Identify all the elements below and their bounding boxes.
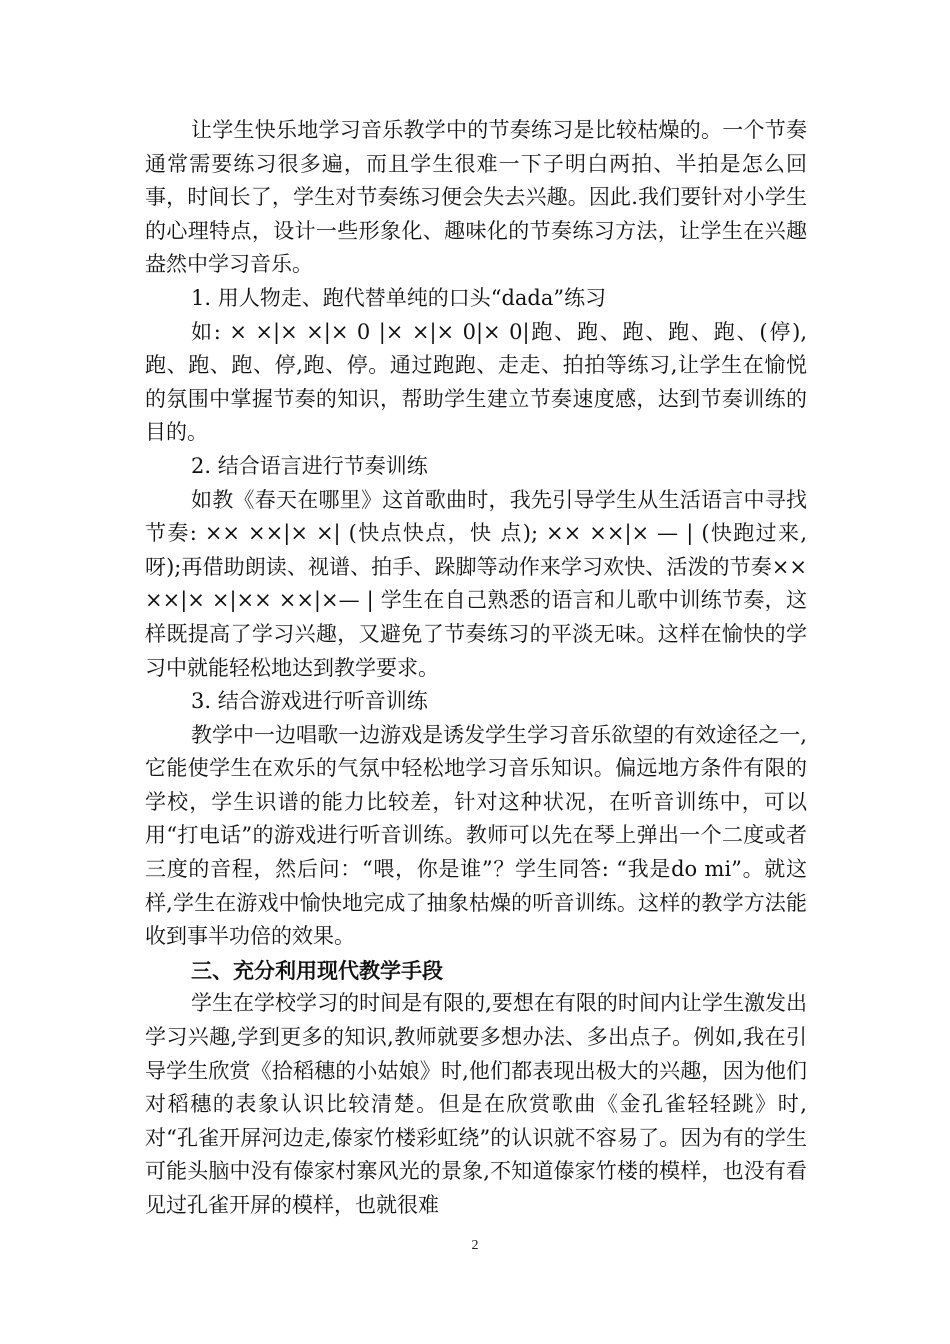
- heading-item-2: 2. 结合语言进行节奏训练: [191, 453, 428, 478]
- body-text: [145, 114, 807, 1223]
- heading-item-3: 3. 结合游戏进行听音训练: [191, 689, 428, 714]
- paragraph-intro: 让学生快乐地学习音乐教学中的节奏练习是比较枯燥的。一个节奏通常需要练习很多遍，而且学生很难一下子明白两拍、半拍是怎么回事，时间长了，学生对节奏练习便会失去兴趣。因此.我们要针对小学生的心理特点，设计一些形象化、趣味化的节奏练习方法，让学生在兴趣盎然中学习音乐。: [145, 118, 807, 277]
- paragraph-rhythm-example: 如: × ×|× ×|× 0 |× ×|× 0|× 0|跑、跑、跑、跑、跑、(停),跑、跑、跑、停,跑、停。通过跑跑、走走、拍拍等练习,让学生在愉悦的氛围中掌握节奏的知识，帮助学生建立节奏速度感，达到节奏训练的目的。: [145, 319, 807, 445]
- section-heading: 三、充分利用现代教学手段: [191, 957, 443, 983]
- page-number: 2: [471, 1238, 479, 1253]
- paragraph-modern-teaching: 学生在学校学习的时间是有限的,要想在有限的时间内让学生激发出学习兴趣,学到更多的知识,教师就要多想办法、多出点子。例如,我在引导学生欣赏《拾稻穗的小姑娘》时,他们都表现出极大的兴趣，因为他们对稻穗的表象认识比较清楚。但是在欣赏歌曲《金孔雀轻轻跳》时,对“孔雀开屏河边走,傣家竹楼彩虹绕”的认识就不容易了。因为有的学生可能头脑中没有傣家村寨风光的景象,不知道傣家竹楼的模样，也没有看见过孔雀开屏的模样，也就很难: [145, 991, 807, 1217]
- heading-item-1: 1. 用人物走、跑代替单纯的口头“dada”练习: [191, 285, 607, 310]
- paragraph-game-training: 教学中一边唱歌一边游戏是诱发学生学习音乐欲望的有效途径之一,它能使学生在欢乐的气氛中轻松地学习音乐知识。偏远地方条件有限的学校，学生识谱的能力比较差，针对这种状况，在听音训练中，可以用“打电话”的游戏进行听音训练。教师可以先在琴上弹出一个二度或者三度的音程，然后问：“喂，你是谁”？学生同答: “我是do mi”。就这样,学生在游戏中愉快地完成了抽象枯燥的听音训练。这样的教学方法能收到事半功倍的效果。: [145, 722, 807, 949]
- paragraph-language-rhythm: 如教《春天在哪里》这首歌曲时，我先引导学生从生活语言中寻找节奏: ×× ××|× ×| (快点快点，快 点); ×× ××|× — | (快跑过来,呀);再借助朗读、视谱、拍手、跺脚等动作来学习欢快、活泼的节奏×× ××|× ×|×× ××|×— | 学生在自己熟悉的语言和儿歌中训练节奏，这样既提高了学习兴趣，又避免了节奏练习的平淡无味。这样在愉快的学习中就能轻松地达到教学要求。: [145, 487, 807, 680]
